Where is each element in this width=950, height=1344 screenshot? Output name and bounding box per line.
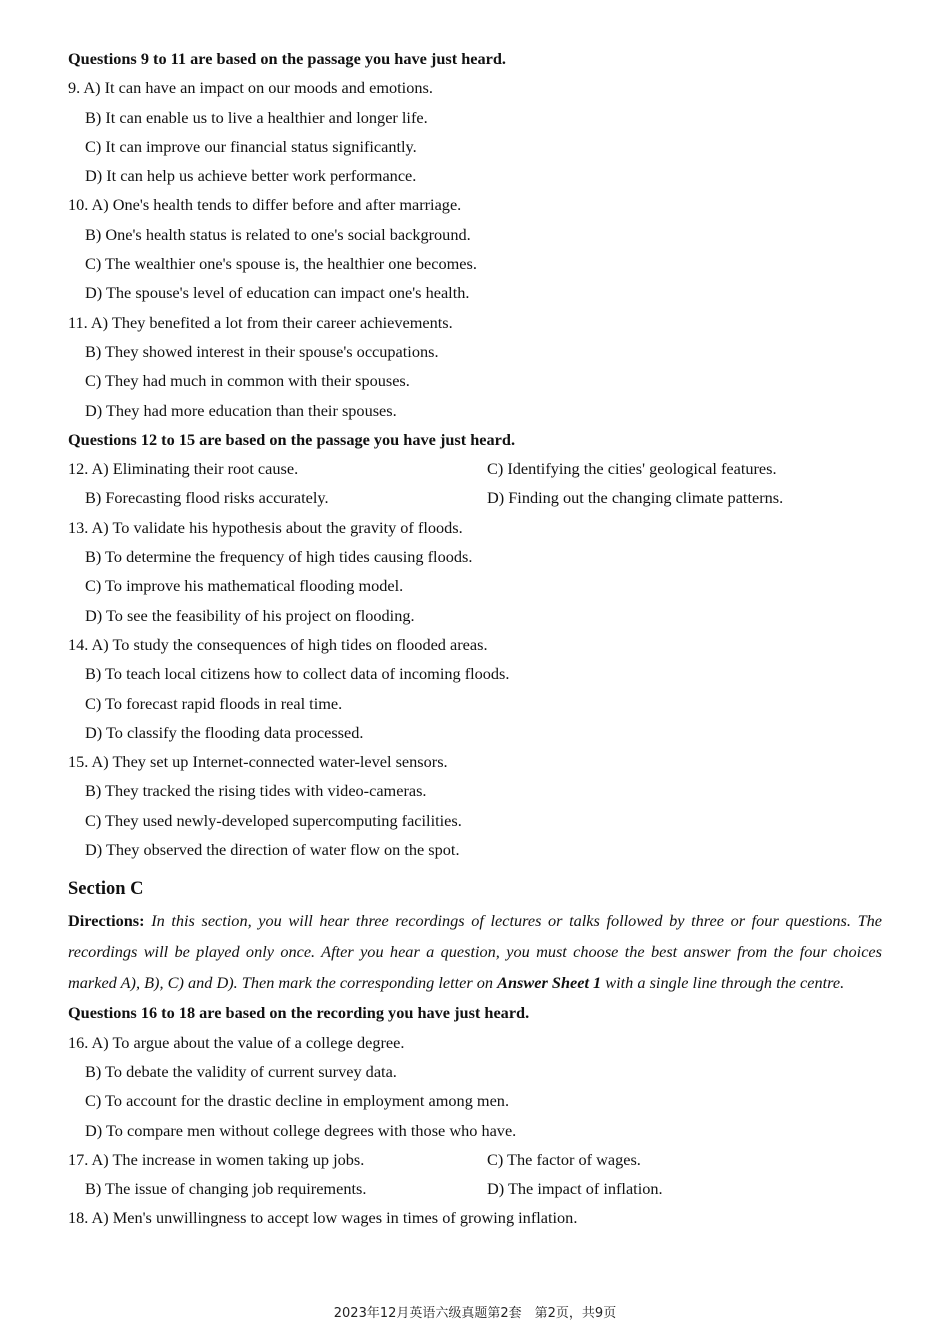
question-15-option-d: D) They observed the direction of water flow on the spot. xyxy=(85,840,460,860)
question-12-option-a: A) Eliminating their root cause. xyxy=(91,459,299,479)
question-15-option-b: B) They tracked the rising tides with video-cameras. xyxy=(85,781,427,801)
question-12-row-1: 12. A) Eliminating their root cause. C) Identifying the cities' geological features. xyxy=(68,454,882,483)
question-16-option-c: C) To account for the drastic decline in employment among men. xyxy=(85,1091,510,1111)
question-18-option-a: 18. A) Men's unwillingness to accept low wages in times of growing inflation. xyxy=(68,1208,578,1228)
question-10-option-a: 10. A) One's health tends to differ before and after marriage. xyxy=(68,195,462,215)
question-11-option-c: C) They had much in common with their spouses. xyxy=(85,371,410,391)
question-17-option-b: B) The issue of changing job requirements. xyxy=(85,1179,367,1199)
exam-page xyxy=(68,44,882,1233)
question-13-option-b: B) To determine the frequency of high tides causing floods. xyxy=(85,547,473,567)
section-title: Section C xyxy=(68,879,144,900)
question-14-option-c: C) To forecast rapid floods in real time. xyxy=(85,693,343,713)
directions-text: In this section, you will hear three recordings of lectures or talks followed by three or four questions. The recordings will be played only once. After you hear a question, you must choose the best answer from the four choices marked A), B), C) and D). Then mark the corresponding letter on xyxy=(68,911,882,993)
question-10-option-b: B) One's health status is related to one's social background. xyxy=(85,224,471,244)
questions-heading: Questions 9 to 11 are based on the passage you have just heard. xyxy=(68,49,506,68)
question-13-option-a: 13. A) To validate his hypothesis about the gravity of floods. xyxy=(68,517,463,537)
question-15-option-a: 15. A) They set up Internet-connected water-level sensors. xyxy=(68,752,448,772)
question-17-row-1: 17. A) The increase in women taking up jobs. C) The factor of wages. xyxy=(68,1145,882,1174)
directions-label: Directions: xyxy=(68,911,145,931)
question-10-option-d: D) The spouse's level of education can impact one's health. xyxy=(85,283,470,303)
question-17-option-a: A) The increase in women taking up jobs. xyxy=(91,1149,365,1169)
questions-heading: Questions 16 to 18 are based on the recording you have just heard. xyxy=(68,1003,530,1023)
question-13-option-d: D) To see the feasibility of his project on flooding. xyxy=(85,605,415,625)
question-17-option-d: D) The impact of inflation. xyxy=(487,1179,663,1199)
question-9-option-c: C) It can improve our financial status significantly. xyxy=(85,136,417,156)
question-14-option-b: B) To teach local citizens how to collect data of incoming floods. xyxy=(85,664,510,684)
page-footer: 2023年12月英语六级真题第2套 第2页，共9页 xyxy=(333,1306,617,1321)
question-11-option-a: 11. A) They benefited a lot from their career achievements. xyxy=(68,312,453,332)
directions-text-end: with a single line through the centre. xyxy=(605,973,845,993)
directions xyxy=(68,905,882,998)
question-11-option-b: B) They showed interest in their spouse's occupations. xyxy=(85,341,439,361)
question-12-row-2 xyxy=(68,483,882,512)
question-14-option-a: 14. A) To study the consequences of high tides on flooded areas. xyxy=(68,634,488,654)
question-12-option-b: B) Forecasting flood risks accurately. xyxy=(85,488,329,508)
question-9-option-a: 9. A) It can have an impact on our moods and emotions. xyxy=(68,78,433,98)
answer-sheet-ref: Answer Sheet 1 xyxy=(497,973,602,993)
question-9-option-d: D) It can help us achieve better work performance. xyxy=(85,166,417,186)
question-16-option-b: B) To debate the validity of current survey data. xyxy=(85,1061,397,1081)
question-17-option-c: C) The factor of wages. xyxy=(487,1149,641,1169)
question-10-option-c: C) The wealthier one's spouse is, the healthier one becomes. xyxy=(85,254,477,274)
questions-heading: Questions 12 to 15 are based on the passage you have just heard. xyxy=(68,429,516,449)
question-12-option-d: D) Finding out the changing climate patterns. xyxy=(487,488,784,508)
question-9-option-b: B) It can enable us to live a healthier and longer life. xyxy=(85,107,428,127)
question-13-option-c: C) To improve his mathematical flooding model. xyxy=(85,576,404,596)
question-16-option-a: 16. A) To argue about the value of a college degree. xyxy=(68,1032,405,1052)
question-17-row-2 xyxy=(68,1174,882,1203)
question-11-option-d: D) They had more education than their spouses. xyxy=(85,400,397,420)
question-16-option-d: D) To compare men without college degrees with those who have. xyxy=(85,1120,517,1140)
question-15-option-c: C) They used newly-developed supercomputing facilities. xyxy=(85,810,462,830)
question-14-option-d: D) To classify the flooding data processed. xyxy=(85,722,364,742)
question-12-option-c: C) Identifying the cities' geological features. xyxy=(487,459,777,479)
